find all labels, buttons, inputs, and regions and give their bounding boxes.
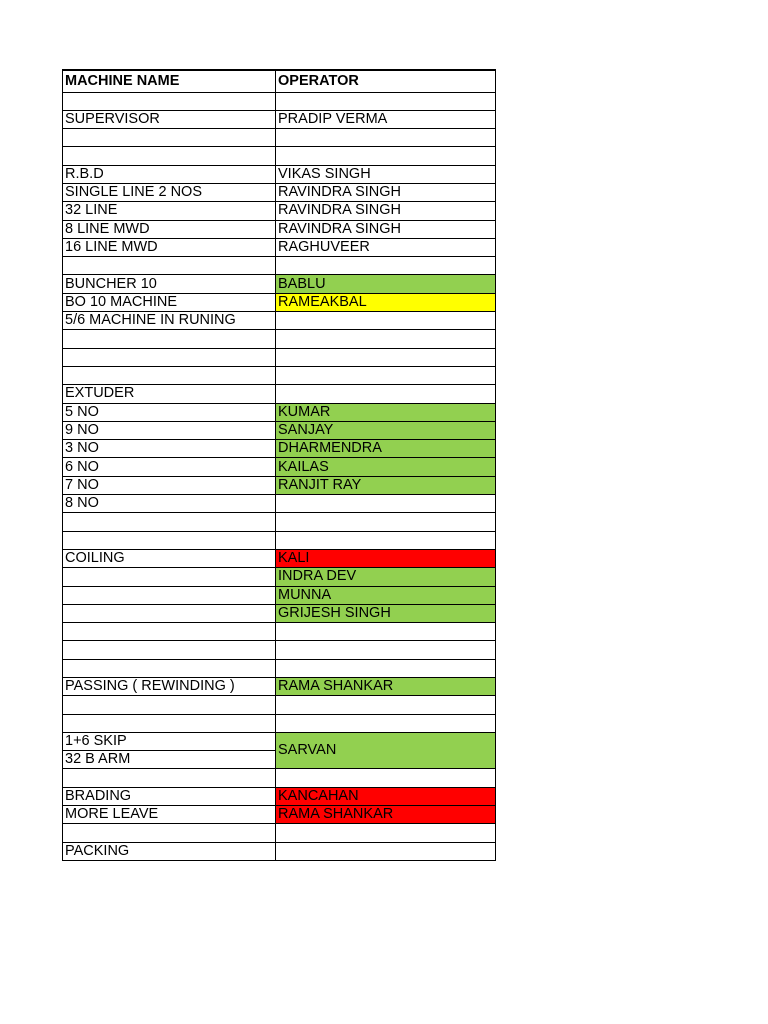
table-row (63, 604, 496, 622)
operator-cell[interactable] (276, 495, 496, 513)
machine-cell[interactable]: SUPERVISOR (63, 110, 276, 128)
machine-cell[interactable] (63, 531, 276, 549)
machine-cell[interactable]: MORE LEAVE (63, 806, 276, 824)
table-row (63, 257, 496, 275)
machine-cell[interactable] (63, 366, 276, 384)
table-row (63, 659, 496, 677)
operator-cell[interactable]: RAMA SHANKAR (276, 678, 496, 696)
table-row (63, 531, 496, 549)
operator-cell[interactable]: BABLU (276, 275, 496, 293)
operator-cell[interactable]: INDRA DEV (276, 568, 496, 586)
table-row (63, 385, 496, 403)
table-row (63, 586, 496, 604)
operator-cell[interactable] (276, 513, 496, 531)
operator-cell[interactable] (276, 824, 496, 842)
operator-cell[interactable] (276, 659, 496, 677)
operator-cell[interactable]: RANJIT RAY (276, 476, 496, 494)
operator-cell[interactable]: RAVINDRA SINGH (276, 183, 496, 201)
machine-cell[interactable] (63, 348, 276, 366)
table-row (63, 238, 496, 256)
machine-cell[interactable]: 16 LINE MWD (63, 238, 276, 256)
operator-cell[interactable]: VIKAS SINGH (276, 165, 496, 183)
operator-cell[interactable] (276, 348, 496, 366)
operator-cell[interactable]: RAMEAKBAL (276, 293, 496, 311)
machine-cell[interactable]: 5 NO (63, 403, 276, 421)
operator-cell[interactable]: RAGHUVEER (276, 238, 496, 256)
table-row (63, 165, 496, 183)
machine-cell[interactable]: PACKING (63, 842, 276, 860)
operator-cell[interactable] (276, 842, 496, 860)
operator-cell[interactable] (276, 147, 496, 165)
table-row (63, 842, 496, 860)
operator-cell[interactable]: SANJAY (276, 421, 496, 439)
machine-cell[interactable]: 1+6 SKIP (63, 732, 276, 750)
table-row (63, 293, 496, 311)
machine-cell[interactable] (63, 513, 276, 531)
operator-cell[interactable]: SARVAN (276, 732, 496, 769)
operator-cell[interactable]: RAVINDRA SINGH (276, 202, 496, 220)
machine-cell[interactable] (63, 659, 276, 677)
operator-header[interactable]: OPERATOR (276, 70, 496, 92)
table-row (63, 623, 496, 641)
table-row (63, 495, 496, 513)
machine-cell[interactable]: BUNCHER 10 (63, 275, 276, 293)
table-row (63, 110, 496, 128)
operator-cell[interactable] (276, 312, 496, 330)
machine-cell[interactable]: PASSING ( REWINDING ) (63, 678, 276, 696)
table-row (63, 421, 496, 439)
operator-cell[interactable] (276, 623, 496, 641)
machine-cell[interactable] (63, 92, 276, 110)
table-row (63, 476, 496, 494)
operator-cell[interactable] (276, 257, 496, 275)
machine-cell[interactable]: 32 B ARM (63, 751, 276, 769)
machine-cell[interactable] (63, 769, 276, 787)
machine-cell[interactable] (63, 257, 276, 275)
machine-cell[interactable]: 32 LINE (63, 202, 276, 220)
header-row (63, 70, 496, 92)
table-row (63, 440, 496, 458)
table-row (63, 129, 496, 147)
machine-cell[interactable] (63, 714, 276, 732)
table-row (63, 458, 496, 476)
operator-cell[interactable] (276, 92, 496, 110)
operator-cell[interactable] (276, 330, 496, 348)
table-row (63, 824, 496, 842)
table-row (63, 275, 496, 293)
machine-cell[interactable] (63, 568, 276, 586)
operator-cell[interactable]: KUMAR (276, 403, 496, 421)
table-row (63, 769, 496, 787)
machine-cell[interactable]: 7 NO (63, 476, 276, 494)
table-row (63, 92, 496, 110)
operator-cell[interactable] (276, 366, 496, 384)
table-row (63, 732, 496, 750)
table-row (63, 403, 496, 421)
machine-cell[interactable]: 8 NO (63, 495, 276, 513)
operator-cell[interactable] (276, 385, 496, 403)
operator-cell[interactable]: DHARMENDRA (276, 440, 496, 458)
operator-cell[interactable]: KAILAS (276, 458, 496, 476)
operator-cell[interactable]: GRIJESH SINGH (276, 604, 496, 622)
operator-cell[interactable] (276, 531, 496, 549)
machine-cell[interactable]: R.B.D (63, 165, 276, 183)
table-row (63, 568, 496, 586)
table-row (63, 696, 496, 714)
machine-cell[interactable]: 6 NO (63, 458, 276, 476)
operator-cell[interactable] (276, 769, 496, 787)
machine-cell[interactable]: 9 NO (63, 421, 276, 439)
operator-cell[interactable]: MUNNA (276, 586, 496, 604)
table-row (63, 220, 496, 238)
operator-cell[interactable] (276, 641, 496, 659)
machine-cell[interactable]: COILING (63, 549, 276, 567)
operator-cell[interactable]: RAVINDRA SINGH (276, 220, 496, 238)
machine-cell[interactable] (63, 586, 276, 604)
operator-cell[interactable]: KANCAHAN (276, 787, 496, 805)
table-row (63, 513, 496, 531)
operator-cell[interactable] (276, 696, 496, 714)
table-row (63, 312, 496, 330)
table-row (63, 678, 496, 696)
machine-name-header[interactable]: MACHINE NAME (63, 70, 276, 92)
table-row (63, 202, 496, 220)
machine-cell[interactable] (63, 623, 276, 641)
operator-cell[interactable] (276, 714, 496, 732)
machine-cell[interactable] (63, 330, 276, 348)
machine-cell[interactable] (63, 129, 276, 147)
machine-cell[interactable] (63, 604, 276, 622)
operator-cell[interactable]: PRADIP VERMA (276, 110, 496, 128)
table-row (63, 787, 496, 805)
table-row (63, 147, 496, 165)
table-row (63, 806, 496, 824)
table-row (63, 183, 496, 201)
operator-cell[interactable] (276, 129, 496, 147)
table-row (63, 348, 496, 366)
table-row (63, 641, 496, 659)
machine-cell[interactable] (63, 824, 276, 842)
table-row (63, 366, 496, 384)
machine-cell[interactable]: SINGLE LINE 2 NOS (63, 183, 276, 201)
operator-table (62, 69, 496, 861)
table-row (63, 549, 496, 567)
operator-cell[interactable]: KALI (276, 549, 496, 567)
table-row (63, 330, 496, 348)
operator-cell[interactable]: RAMA SHANKAR (276, 806, 496, 824)
machine-cell[interactable]: 8 LINE MWD (63, 220, 276, 238)
machine-cell[interactable] (63, 147, 276, 165)
machine-cell[interactable]: EXTUDER (63, 385, 276, 403)
machine-cell[interactable] (63, 641, 276, 659)
machine-cell[interactable]: 3 NO (63, 440, 276, 458)
machine-cell[interactable]: BRADING (63, 787, 276, 805)
machine-cell[interactable] (63, 696, 276, 714)
table-row (63, 714, 496, 732)
machine-cell[interactable]: BO 10 MACHINE (63, 293, 276, 311)
machine-cell[interactable]: 5/6 MACHINE IN RUNING (63, 312, 276, 330)
